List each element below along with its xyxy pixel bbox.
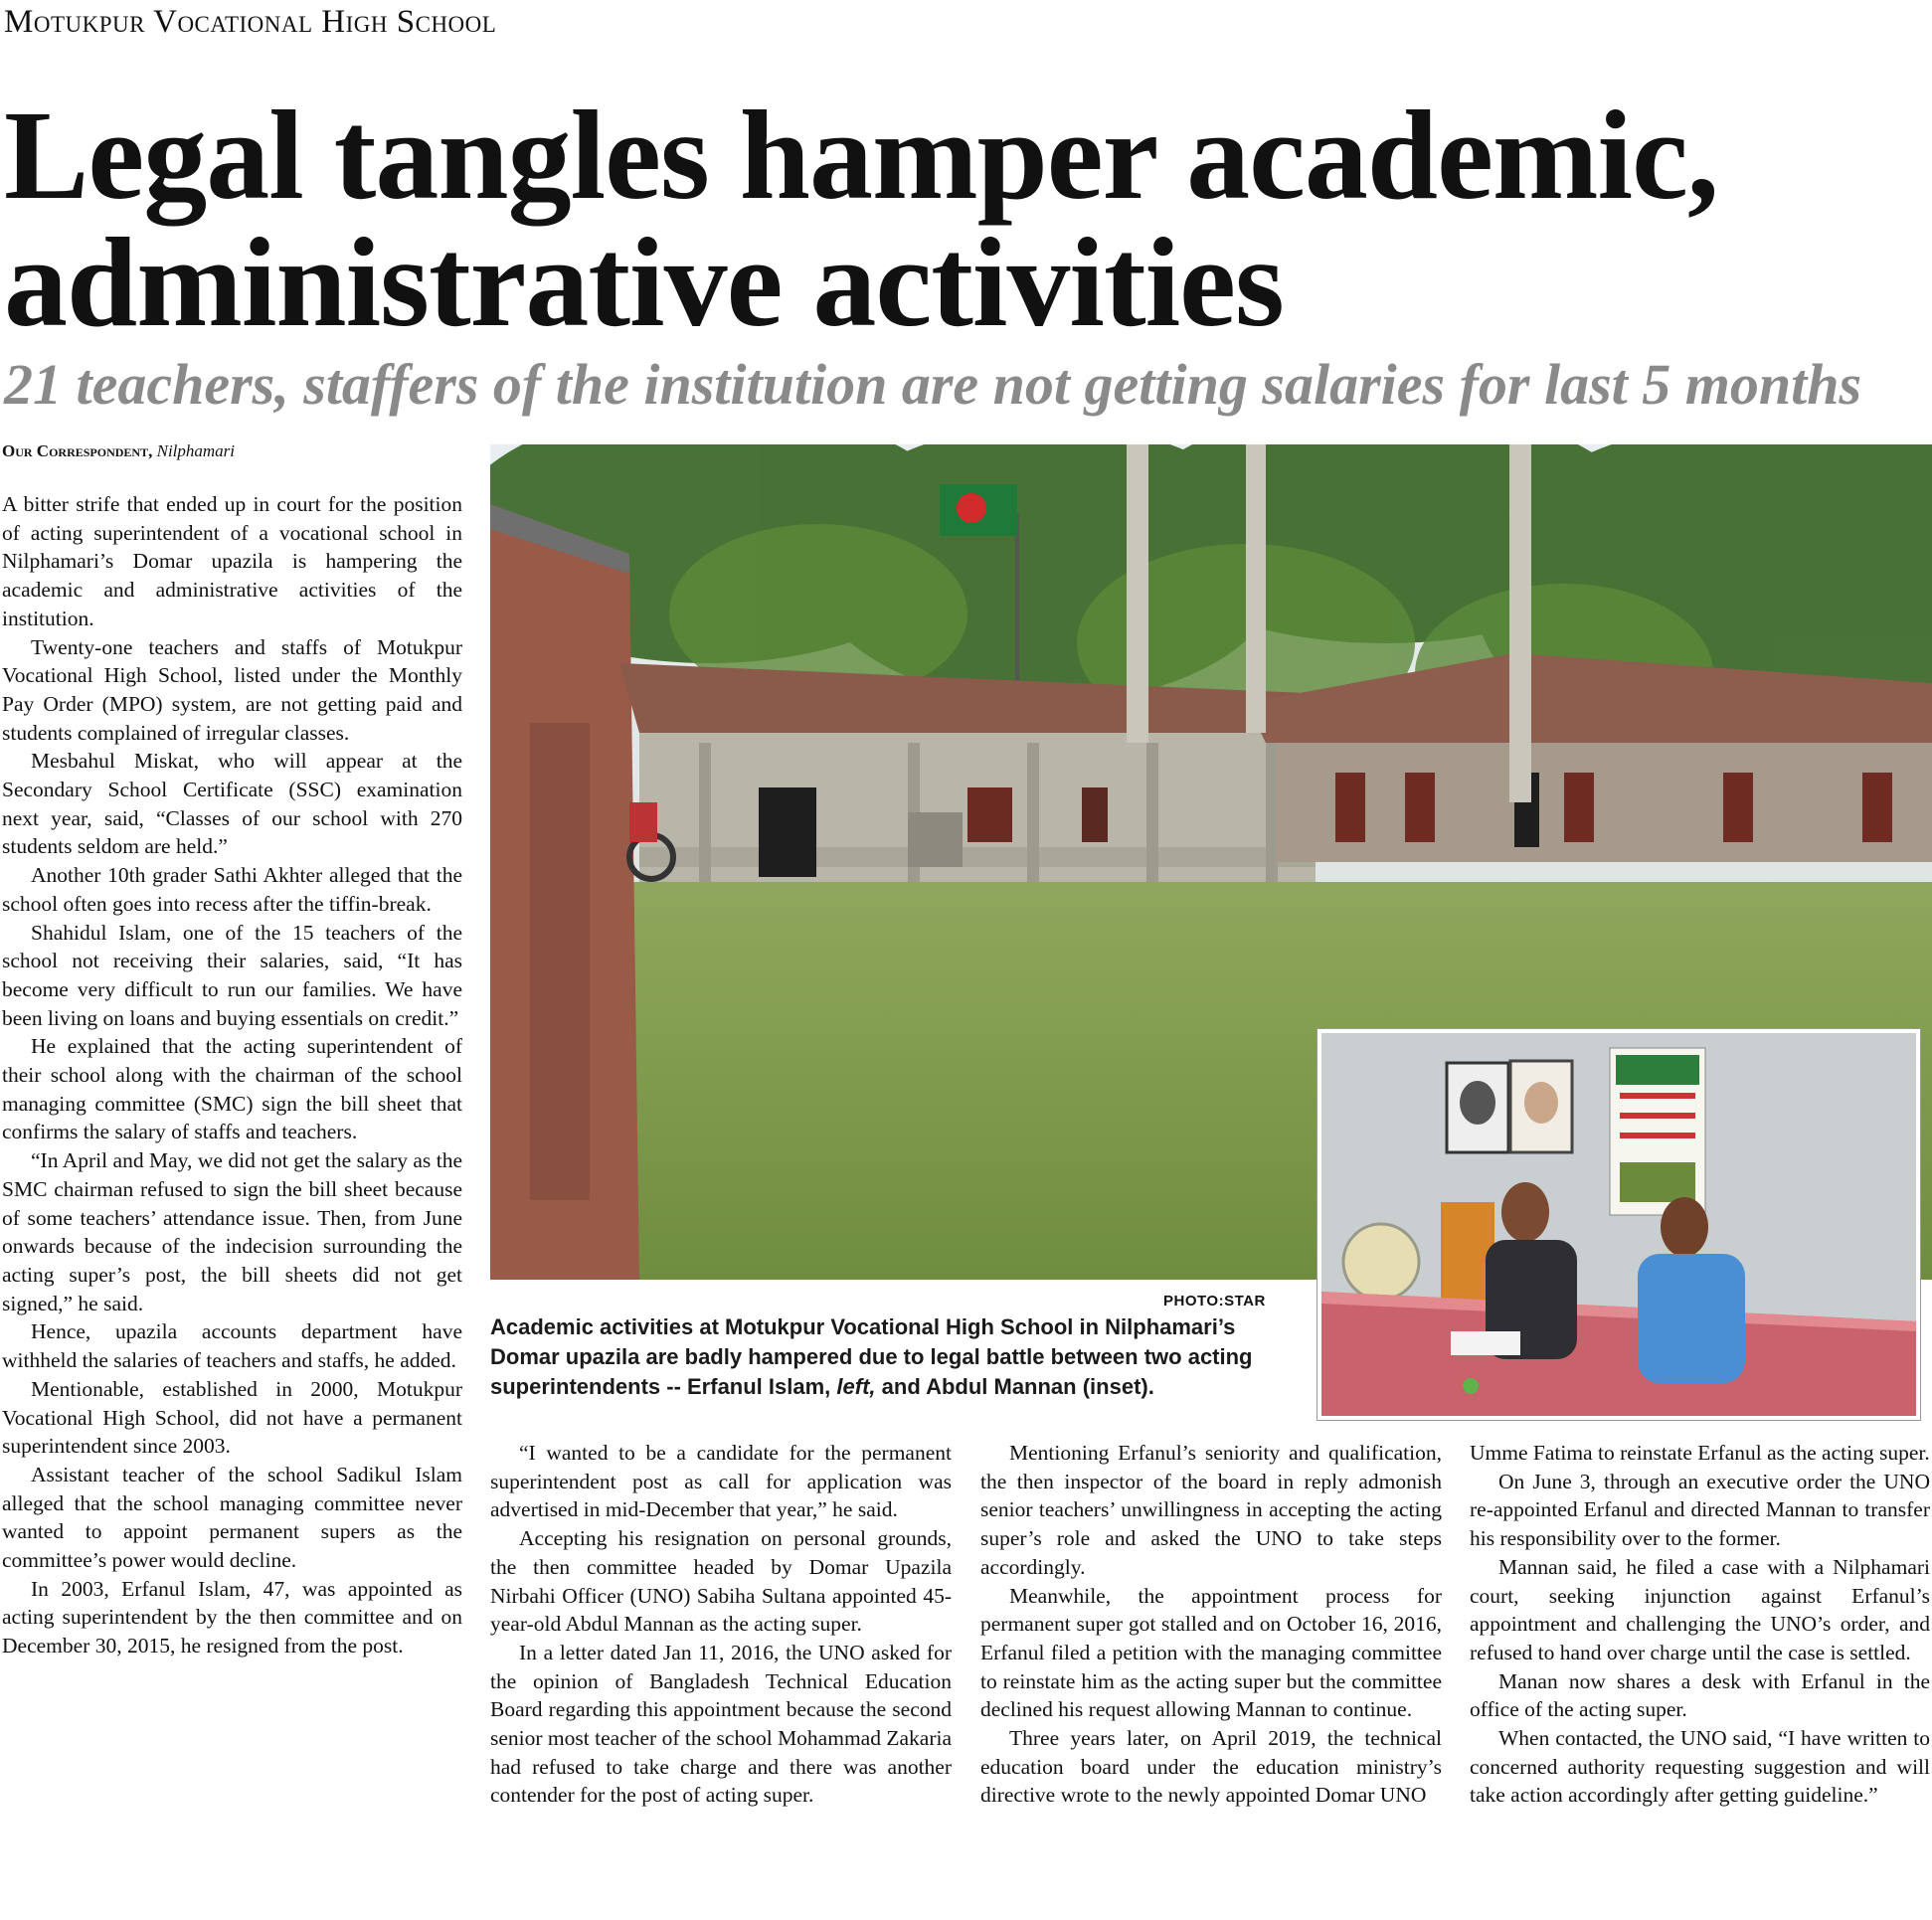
headline	[4, 85, 1928, 353]
headline-line-1: Legal tangles hamper academic,	[4, 85, 1718, 226]
paragraph: “I wanted to be a candidate for the permanent superintendent post as call for application was advertised in mid-December that year,” he said.	[490, 1441, 952, 1522]
paragraph: “In April and May, we did not get the salary as the SMC chairman refused to sign the bill sheet because of some teachers’ attendance issue. Then, from June onwards because of the indecision surrounding the acting super’s post, the bill sheets did not get signed,” he said.	[2, 1148, 462, 1315]
article-column-4	[1470, 1439, 1930, 1810]
photo-credit-source: STAR	[1224, 1293, 1266, 1309]
caption-emphasis: left,	[836, 1374, 876, 1399]
paragraph: A bitter strife that ended up in court for the position of acting superintendent of a vocational school in Nilphamari’s Domar upazila is hampering the academic and administrative activities of the institution.	[2, 492, 462, 630]
paragraph: Shahidul Islam, one of the 15 teachers of the school not receiving their salaries, said, “It has become very difficult to run our families. We have been living on loans and buying essentials on credit.”	[2, 920, 462, 1030]
article-column-2	[490, 1439, 952, 1810]
byline-location: Nilphamari	[156, 441, 236, 460]
photo-caption	[490, 1312, 1286, 1402]
subheadline: 21 teachers, staffers of the institution are not getting salaries for last 5 months	[4, 352, 1862, 417]
paragraph: Manan now shares a desk with Erfanul in the office of the acting super.	[1470, 1668, 1930, 1722]
paragraph: On June 3, through an executive order the UNO re-appointed Erfanul and directed Mannan to transfer his responsibility over to the former.	[1470, 1469, 1930, 1551]
paragraph: Mannan said, he filed a case with a Nilphamari court, seeking injunction against Erfanul’s appointment and challenging the UNO’s order, and refused to hand over charge until the case is settled.	[1470, 1554, 1930, 1664]
inset-photo-office	[1317, 1029, 1920, 1420]
paragraph: In 2003, Erfanul Islam, 47, was appointed as acting superintendent by the then committee and on December 30, 2015, he resigned from the post.	[2, 1576, 462, 1658]
paragraph: He explained that the acting superintendent of their school along with the chairman of the school managing committee (SMC) sign the bill sheet that confirms the salary of staffs and teachers.	[2, 1034, 462, 1144]
paragraph: Another 10th grader Sathi Akhter alleged that the school often goes into recess after the tiffin-break.	[2, 863, 462, 916]
paragraph: Umme Fatima to reinstate Erfanul as the acting super.	[1470, 1441, 1930, 1465]
paragraph: Mentionable, established in 2000, Motukpur Vocational High School, did not have a permanent superintendent since 2003.	[2, 1376, 462, 1459]
paragraph: Twenty-one teachers and staffs of Motukpur Vocational High School, listed under the Monthly Pay Order (MPO) system, are not getting paid and students complained of irregular classes.	[2, 634, 462, 745]
headline-line-2: administrative activities	[4, 212, 1284, 353]
paragraph: Assistant teacher of the school Sadikul Islam alleged that the school managing committee never wanted to appoint permanent supers as the committee’s power would decline.	[2, 1462, 462, 1573]
caption-text-end: and Abdul Mannan (inset).	[881, 1374, 1154, 1399]
paragraph: Mentioning Erfanul’s seniority and qualification, the then inspector of the board in reply admonish senior teachers’ unwillingness in accepting the acting super’s role and asked the UNO to take steps accordingly.	[980, 1441, 1442, 1579]
byline	[2, 441, 235, 461]
caption-text: Academic activities at Motukpur Vocational High School in Nilphamari’s Domar upazila are badly hampered due to legal battle between two acting superintendents -- Erfanul Islam,	[490, 1314, 1253, 1399]
photo-credit-prefix: PHOTO:	[1163, 1293, 1225, 1309]
paragraph: Mesbahul Miskat, who will appear at the Secondary School Certificate (SSC) examination next year, said, “Classes of our school with 270 students seldom are held.”	[2, 749, 462, 859]
photo-credit	[1163, 1293, 1266, 1309]
paragraph: In a letter dated Jan 11, 2016, the UNO asked for the opinion of Bangladesh Technical Education Board regarding this appointment because the second senior most teacher of the school Mohammad Zakaria had refused to take charge and there was another contender for the post of acting super.	[490, 1640, 952, 1808]
article-column-1	[2, 490, 462, 1660]
byline-author: Our Correspondent,	[2, 441, 153, 460]
section-kicker: Motukpur Vocational High School	[4, 4, 497, 40]
paragraph: Meanwhile, the appointment process for permanent super got stalled and on October 16, 2016, Erfanul filed a petition with the managing committee to reinstate him as the acting super but the committee declined his request allowing Mannan to continue.	[980, 1583, 1442, 1722]
paragraph: Three years later, on April 2019, the technical education board under the education ministry’s directive wrote to the newly appointed Domar UNO	[980, 1726, 1442, 1808]
paragraph: Accepting his resignation on personal grounds, the then committee headed by Domar Upazila Nirbahi Officer (UNO) Sabiha Sultana appointed 45-year-old Abdul Mannan as the acting super.	[490, 1526, 952, 1637]
paragraph: Hence, upazila accounts department have withheld the salaries of teachers and staffs, he added.	[2, 1319, 462, 1373]
article-column-3	[980, 1439, 1442, 1810]
paragraph: When contacted, the UNO said, “I have written to concerned authority requesting suggestion and will take action accordingly after getting guideline.”	[1470, 1726, 1930, 1808]
